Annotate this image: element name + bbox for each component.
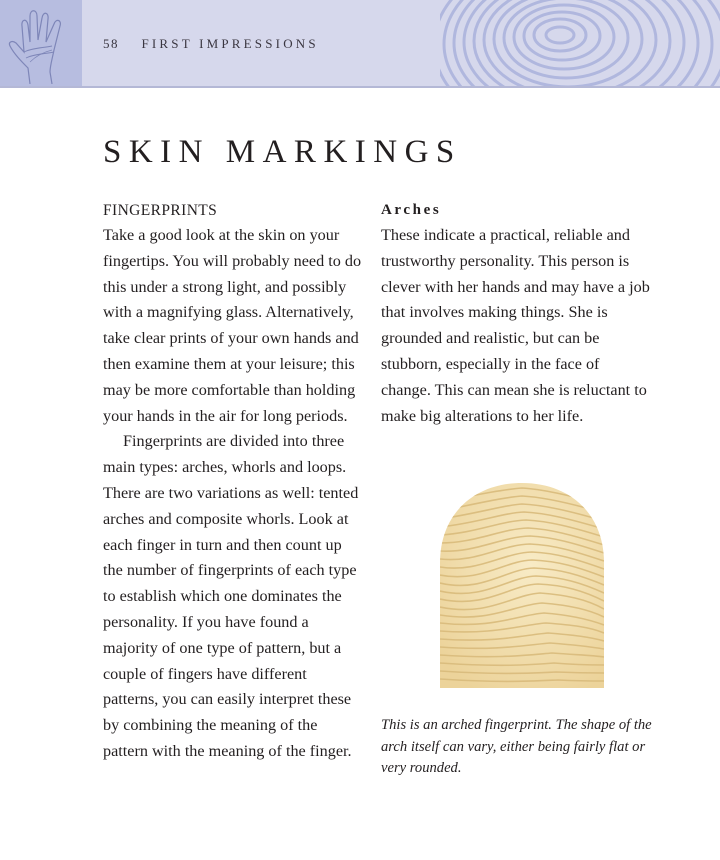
arched-fingerprint-illustration bbox=[440, 483, 604, 688]
running-head bbox=[103, 36, 319, 52]
palm-hand-icon bbox=[8, 6, 74, 84]
left-column bbox=[103, 198, 365, 765]
right-column bbox=[381, 198, 651, 429]
arches-heading: Arches bbox=[381, 202, 442, 218]
fingerprint-background-icon bbox=[440, 0, 720, 88]
hand-icon-block bbox=[0, 0, 82, 86]
page-title: SKIN MARKINGS bbox=[103, 134, 462, 170]
section-title: FIRST IMPRESSIONS bbox=[141, 36, 319, 51]
page-number: 58 bbox=[103, 36, 119, 51]
body-paragraph: These indicate a practical, reliable and trustworthy personality. This person is clever with her hands and may have a job that involves making things. She is grounded and realistic, but can be stubborn, especially in the face of change. This can mean she is reluctant to make big alterations to her life. bbox=[381, 226, 650, 425]
page-header bbox=[0, 0, 720, 88]
fingerprints-heading: FINGERPRINTS bbox=[103, 202, 218, 219]
body-paragraph: Fingerprints are divided into three main types: arches, whorls and loops. There are two variations as well: tented arches and composite whorls. Look at each finger in turn and then count up the number of fingerprints of each type to establish which one dominates the personality. If you have found a majority of one type of pattern, but a couple of fingers have different patterns, you can easily interpret these by combining the meaning of the pattern with the meaning of the finger. bbox=[103, 432, 359, 760]
figure-caption: This is an arched fingerprint. The shape of the arch itself can vary, either being fairly flat or very rounded. bbox=[381, 717, 652, 776]
body-paragraph: Take a good look at the skin on your fingertips. You will probably need to do this under a strong light, and possibly with a magnifying glass. Alternatively, take clear prints of your own hands and then examine them at your leisure; this may be more comfortable than holding your hands in the air for long periods. bbox=[103, 226, 362, 425]
